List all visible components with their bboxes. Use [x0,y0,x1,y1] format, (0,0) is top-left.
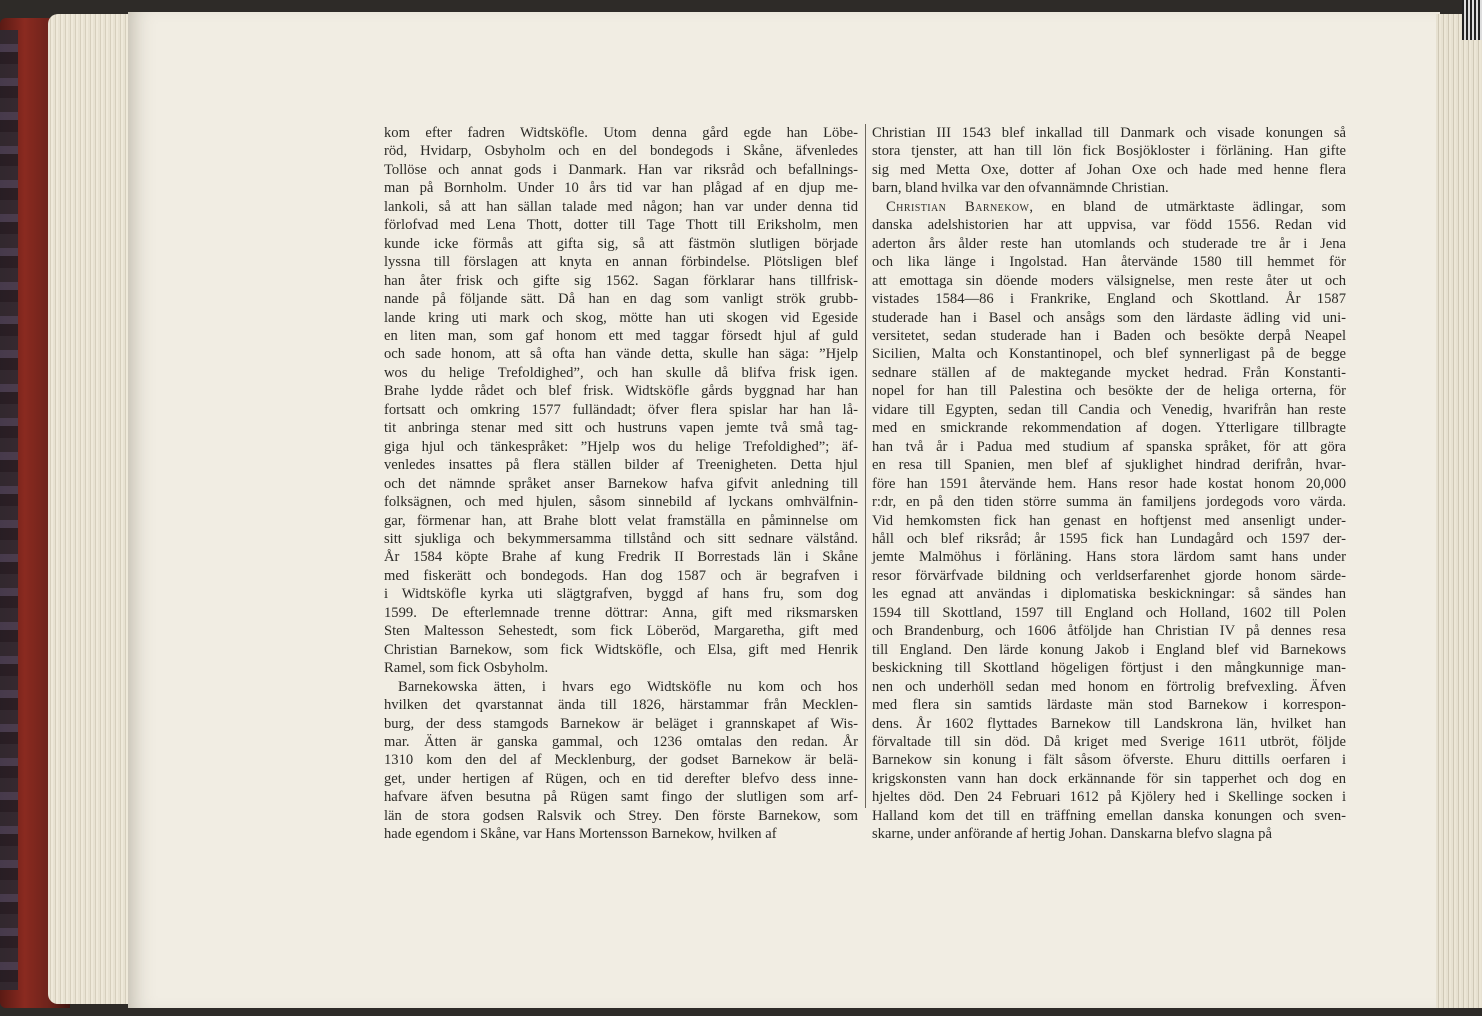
text-line: Tollöse och annat gods i Danmark. Han var riksråd och befallnings- [384,161,858,178]
right-page-edges [1436,14,1482,1008]
text-line: Brahe lydde rådet och blef frisk. Widtsköfle gårds byggnad har han [384,383,858,400]
text-line: giga hjul och tänkespråket: ”Hjelp wos du helige Trefoldighed”; äf- [384,438,858,455]
text-line: fortsatt och omkring 1577 fulländadt; öfver flera spislar har han lå- [384,401,858,418]
text-line: jemte Malmöhus i förläning. Hans stora lärdom samt hans under [872,549,1346,566]
text-line: barn, bland hvilka var den ofvannämnde Christian. [872,180,1169,197]
text-line: i Widtsköfle kyrka uti slägtgrafven, byggd af hans fru, som dog [384,586,858,603]
text-line: lankoli, så att han sällan talade med någon; han var under denna tid [384,198,858,215]
text-line: lande kring uti mark och skog, mötte han uti skogen vid Egeside [384,309,858,326]
text-line: hade egendom i Skåne, var Hans Mortensson Barnekow, hvilken af [384,826,777,843]
text-line: nopel for han till Palestina och besökte der de heliga orterna, för [872,383,1346,400]
text-line: beskickning till Skottland högeligen förtjust i den mångkunnige man- [872,660,1346,677]
text-line: skarne, under anförande af hertig Johan. Danskarna blefvo slagna på [872,826,1272,843]
text-line: kunde icke förmås att gifta sig, så att fästmön slutligen började [384,235,858,252]
text-line: en liten man, som gaf honom ett med taggar försedt hjul af guld [384,327,858,344]
text-line: med en smickrande rekommendation af dogen. Ytterligare tillbragte [872,420,1346,437]
text-line: get, under hertigen af Rügen, och en tid derefter blefvo dess inne- [384,770,858,787]
text-line: nen och underhöll sedan med honom en förtrolig brefvexling. Äfven [872,678,1346,695]
text-line: håll och blef riksråd; år 1595 fick han Lundagård och 1597 der- [872,530,1346,547]
text-line: r:dr, en på den tiden större summa än familjens jordegods voro värda. [872,494,1346,511]
left-text-column [384,124,858,844]
color-calibration-strip [1462,0,1482,40]
text-line: 1594 till Skottland, 1597 till England och Holland, 1602 till Polen [872,604,1346,621]
text-line: han åter frisk och gifte sig 1562. Sagan förklarar hans tillfrisk- [384,272,858,289]
text-line: Sten Maltesson Sehestedt, som fick Löberöd, Margaretha, gift med [384,623,858,640]
text-line: Christian III 1543 blef inkallad till Danmark och visade konungen så [872,125,1346,141]
right-text-column [872,124,1346,844]
text-line: hafvare äfven besutna på Rügen samt fingo der slutligen som arf- [384,789,858,806]
text-line: År 1584 köpte Brahe af kung Fredrik II Borrestads län i Skåne [384,549,858,566]
text-line: med flera sin samtids lärdaste män stod Barnekow i korrespon- [872,697,1346,714]
text-line: före han 1591 återvände hem. Hans resor hade kostat honom 20,000 [872,475,1346,492]
text-line: Christian Barnekow, en bland de utmärktaste ädlingar, som [886,198,1346,215]
text-line: dens. År 1602 flyttades Barnekow till Landskrona län, hvilket han [872,715,1346,732]
text-line: röd, Hvidarp, Osbyholm och en del bondegods i Skåne, äfvenledes [384,143,858,160]
text-line: och lika länge i Ingolstad. Han återvände 1580 till hemmet för [872,254,1346,271]
text-line: wos du helige Trefoldighed”, och han skulle då blifva frisk igen. [384,364,858,381]
text-line: danska adelshistorien har att uppvisa, var född 1556. Redan vid [872,217,1346,234]
text-line: län de stora godsen Ralsvik och Strey. Den förste Barnekow, som [384,807,858,824]
text-line: hvilken det qvarstannat ända till 1826, härstammar från Mecklen- [384,697,858,714]
text-line: gar, förmenar han, att Brahe blott velat framställa en påminnelse om [384,512,858,529]
text-line: 1599. De efterlemnade trenne döttrar: Anna, gift med riksmarsken [384,604,858,621]
text-line: burg, der dess stamgods Barnekow är beläget i grannskapet af Wis- [384,715,858,732]
text-line: venledes insattes på flera ställen bilder af Treenigheten. Detta hjul [384,457,858,474]
column-divider [865,124,866,808]
text-line: les egnad att användas i diplomatiska beskickningar: så sändes han [872,586,1346,603]
text-line: och sade honom, att så ofta han vände detta, skulle han säga: ”Hjelp [384,346,858,363]
text-line: han två år i Padua med studium af spanska språket, för att göra [872,438,1346,455]
text-line: förlofvad med Lena Thott, dotter till Tage Thott till Eriksholm, men [384,217,858,234]
text-line: vistades 1584—86 i Frankrike, England och Skottland. År 1587 [872,291,1346,308]
text-line: nande på följande sätt. Då han en dag som vanligt strök grubb- [384,291,858,308]
text-line: folksägnen, och med hjulen, såsom sinnebild af lyckans omhvälfnin- [384,494,858,511]
text-line: vidare till Egypten, sedan till Candia och Venedig, hvarifrån han reste [872,401,1346,418]
text-line: och Brandenburg, och 1606 åtföljde han Christian IV på dennes resa [872,623,1346,640]
text-line: Sicilien, Malta och Konstantinopel, och blef synnerligast på de begge [872,346,1346,363]
text-line: Ramel, som fick Osbyholm. [384,660,549,677]
text-line: med fiskerätt och bondegods. Han dog 1587 och är begrafven i [384,567,858,584]
text-line: Barnekowska ätten, i hvars ego Widtsköfle nu kom och hos [398,678,858,695]
text-line: mar. Ätten är ganska gammal, och 1236 omtalas den redan. År [384,733,858,750]
text-line: och det nämnde språket anser Barnekow hafva gifvit anledning till [384,475,858,492]
text-line: versitetet, sedan studerade han i Baden och besökte derpå Neapel [872,327,1346,344]
text-line: att emottaga sin döende moders välsignelse, men reste åter ut och [872,272,1346,289]
text-line: krigskonsten vann han dock erkännande för sin tapperhet och dog en [872,770,1346,787]
text-line: studerade han i Basel och ansågs som den lärdaste ädling vid uni- [872,309,1346,326]
text-line: 1310 kom den del af Mecklenburg, der godset Barnekow är belä- [384,752,858,769]
text-line: lyssna till förslagen att knyta en annan förbindelse. Plötsligen blef [384,254,858,271]
text-line: resor förvärfvade bildning och verldserfarenhet gjorde honom särde- [872,567,1346,584]
text-line: stora tjenster, att han till lön fick Bosjökloster i förläning. Han gifte [872,143,1346,160]
text-line: Vid hemkomsten fick han genast en hoftjenst med ansenligt under- [872,512,1346,529]
text-line: förvaltade till sin död. Då kriget med Sverige 1611 utbröt, följde [872,733,1346,750]
text-line: kom efter fadren Widtsköfle. Utom denna gård egde han Löbe- [384,125,858,141]
text-line: Barnekow sin konung i fält såsom öfverste. Ehuru dittills oerfaren i [872,752,1346,769]
text-line: sitt sjukliga och bekymmersamma tillstånd och sitt sednare välstånd. [384,530,858,547]
text-line: tit anbringa stenar med sitt och hustruns vapen jemte två små tag- [384,420,858,437]
marbled-endpaper [0,30,18,990]
text-line: till England. Den lärde konung Jakob i England blef vid Barnekows [872,641,1346,658]
text-line: hjeltes död. Den 24 Februari 1612 på Kjölery hed i Skellinge socken i [872,789,1346,806]
text-line: aderton års ålder reste han utomlands och studerade tre år i Jena [872,235,1346,252]
text-line: en resa till Spanien, men blef af sjuklighet hindrad derifrån, hvar- [872,457,1346,474]
text-line: sig med Metta Oxe, dotter af Johan Oxe och hade med henne flera [872,161,1346,178]
text-line: man på Bornholm. Under 10 års tid var han plågad af en djup me- [384,180,858,197]
text-line: Christian Barnekow, som fick Widtsköfle, och Elsa, gift med Henrik [384,641,858,658]
text-line: Halland kom det till en träffning emellan danska konungen och sven- [872,807,1346,824]
text-line: sednare ställen af de maktegande mycket hedrad. Från Konstanti- [872,364,1346,381]
